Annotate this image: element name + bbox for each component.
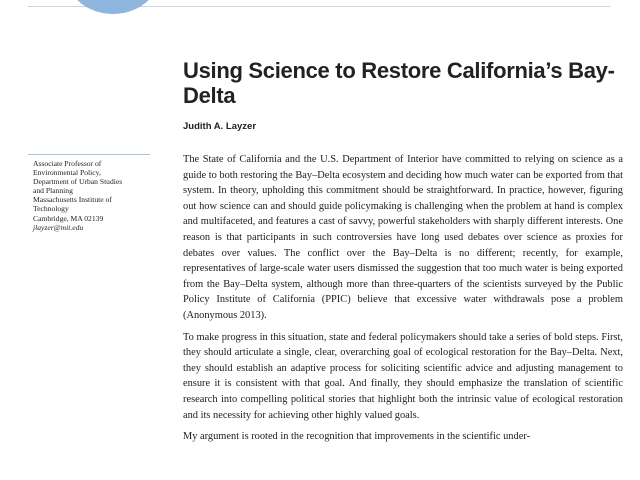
article-body (183, 152, 623, 451)
affiliation-line: and Planning (33, 186, 73, 196)
article-author: Judith A. Layzer (183, 121, 257, 132)
affiliation-line: Massachusetts Institute of (33, 195, 112, 205)
sidebar-divider (28, 154, 150, 155)
author-email-link[interactable]: jlayzer@mit.edu (33, 222, 84, 232)
body-paragraph: To make progress in this situation, state and federal policymakers should take a series of bold steps. First, they should articulate a single, clear, overarching goal of ecological restoration for the Bay–Delta. Next, they should establish an adaptive process for soliciting scientific advice and adjusting management to ensure it is consistent with that goal. And finally, they should emphasize the translation of scientific research into compelling political stories that highlight both the intrinsic value of ecological restoration and its necessity for achieving other highly valued goals. (183, 331, 623, 421)
body-paragraph: My argument is rooted in the recognition that improvements in the scientific under- (183, 431, 531, 443)
author-affiliation (33, 159, 163, 232)
affiliation-line: Environmental Policy, (33, 168, 101, 178)
affiliation-line: Cambridge, MA 02139 (33, 213, 104, 223)
body-paragraph: The State of California and the U.S. Department of Interior have committed to relying on science as a guide to both restoring the Bay–Delta ecosystem and deciding how much water can be exported from that system. In theory, upholding this commitment should be straightforward. In practice, however, figuring out how science can and should guide policymaking is challenging when the problem at hand is complex and multifaceted, and features a cast of savvy, powerful stakeholders with sharply different interests. One reason is that participants in such controversies have long used debates over science as proxies for debates over values. The conflict over the Bay–Delta is no different; recently, for example, representatives of large-scale water users dismissed the suggestion that too much water is being exported from the Bay–Delta system, although more than three-quarters of the scientists surveyed by the Public Policy Institute of California (PPIC) believe that excessive water withdrawals pose a problem (Anonymous 2013). (183, 154, 623, 321)
affiliation-line: Associate Professor of (33, 159, 102, 168)
article-title: Using Science to Restore California’s Bay-Delta (183, 58, 615, 108)
affiliation-line: Technology (33, 204, 69, 214)
affiliation-line: Department of Urban Studies (33, 177, 123, 187)
journal-logo-shape (68, 0, 158, 14)
